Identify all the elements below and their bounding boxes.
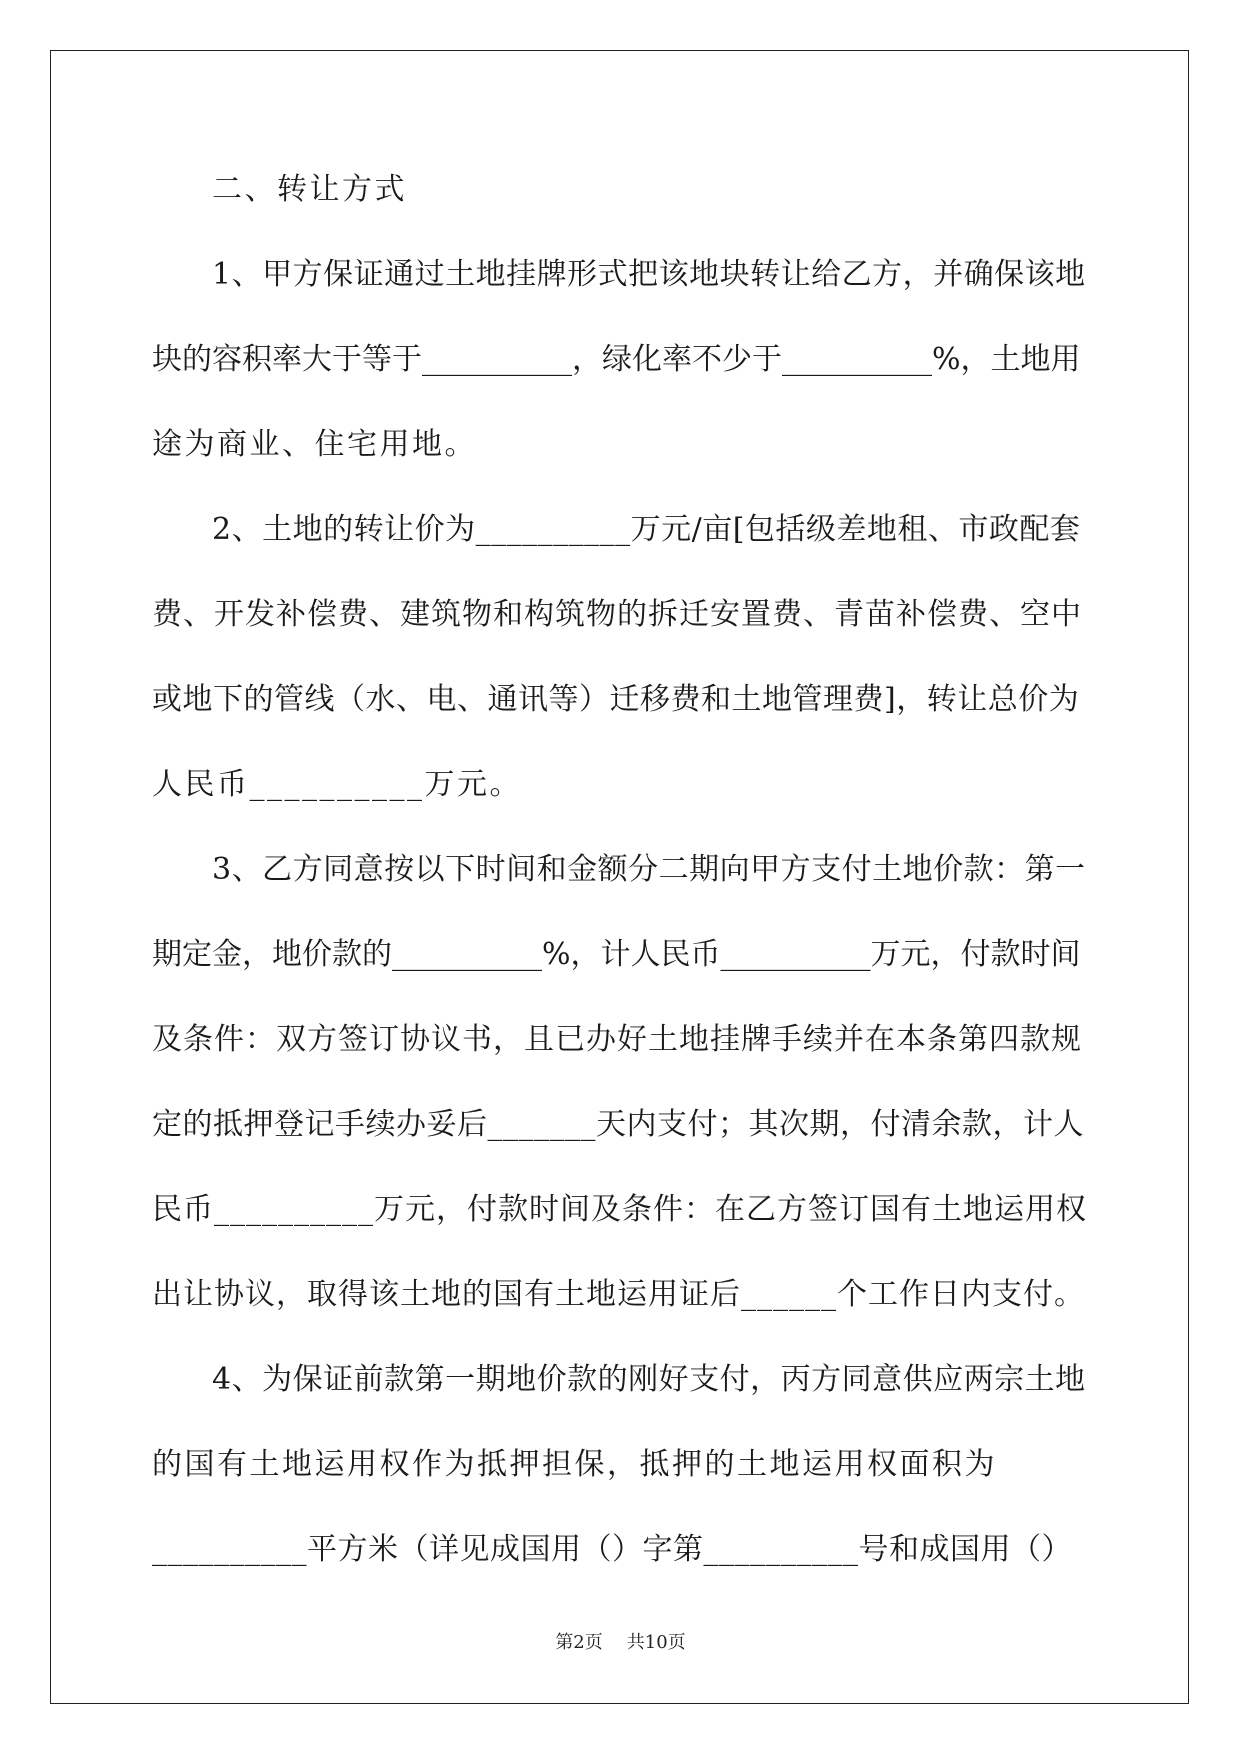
page-footer xyxy=(0,1628,1241,1654)
paragraph-line: __________平方米（详见成国用（）字第__________号和成国用（） xyxy=(152,1532,1072,1567)
paragraph-line: 4、为保证前款第一期地价款的刚好支付，丙方同意供应两宗土地 xyxy=(212,1362,1086,1397)
paragraph-line: 2、土地的转让价为__________万元/亩[包括级差地租、市政配套 xyxy=(212,512,1081,547)
paragraph-line: 定的抵押登记手续办妥后_______天内支付；其次期，付清余款，计人 xyxy=(152,1107,1084,1142)
paragraph-line: 费、开发补偿费、建筑物和构筑物的拆迁安置费、青苗补偿费、空中 xyxy=(152,597,1082,632)
paragraph-line: 途为商业、住宅用地。 xyxy=(152,427,477,462)
paragraph-line: 出让协议，取得该土地的国有土地运用证后______个工作日内支付。 xyxy=(152,1277,1085,1312)
paragraph-line: 的国有土地运用权作为抵押担保，抵押的土地运用权面积为 xyxy=(152,1447,997,1482)
paragraph-line: 1、甲方保证通过土地挂牌形式把该地块转让给乙方，并确保该地 xyxy=(212,257,1086,292)
page-total: 共10页 xyxy=(626,1632,686,1653)
paragraph-line: 块的容积率大于等于__________，绿化率不少于__________%，土地用 xyxy=(152,342,1081,377)
paragraph-line: 3、乙方同意按以下时间和金额分二期向甲方支付土地价款：第一 xyxy=(212,852,1086,887)
document-body xyxy=(152,160,1090,1605)
paragraph-line: 或地下的管线（水、电、通讯等）迁移费和土地管理费]，转让总价为 xyxy=(152,682,1080,717)
paragraph-line: 人民币__________万元。 xyxy=(152,767,522,802)
paragraph-line: 期定金，地价款的__________%，计人民币__________万元，付款时间 xyxy=(152,937,1081,972)
paragraph-line: 民币__________万元，付款时间及条件：在乙方签订国有土地运用权 xyxy=(152,1192,1087,1227)
page-number: 第2页 xyxy=(555,1632,603,1653)
paragraph-line: 及条件：双方签订协议书，且已办好土地挂牌手续并在本条第四款规 xyxy=(152,1022,1082,1057)
section-heading: 二、转让方式 xyxy=(212,172,407,207)
